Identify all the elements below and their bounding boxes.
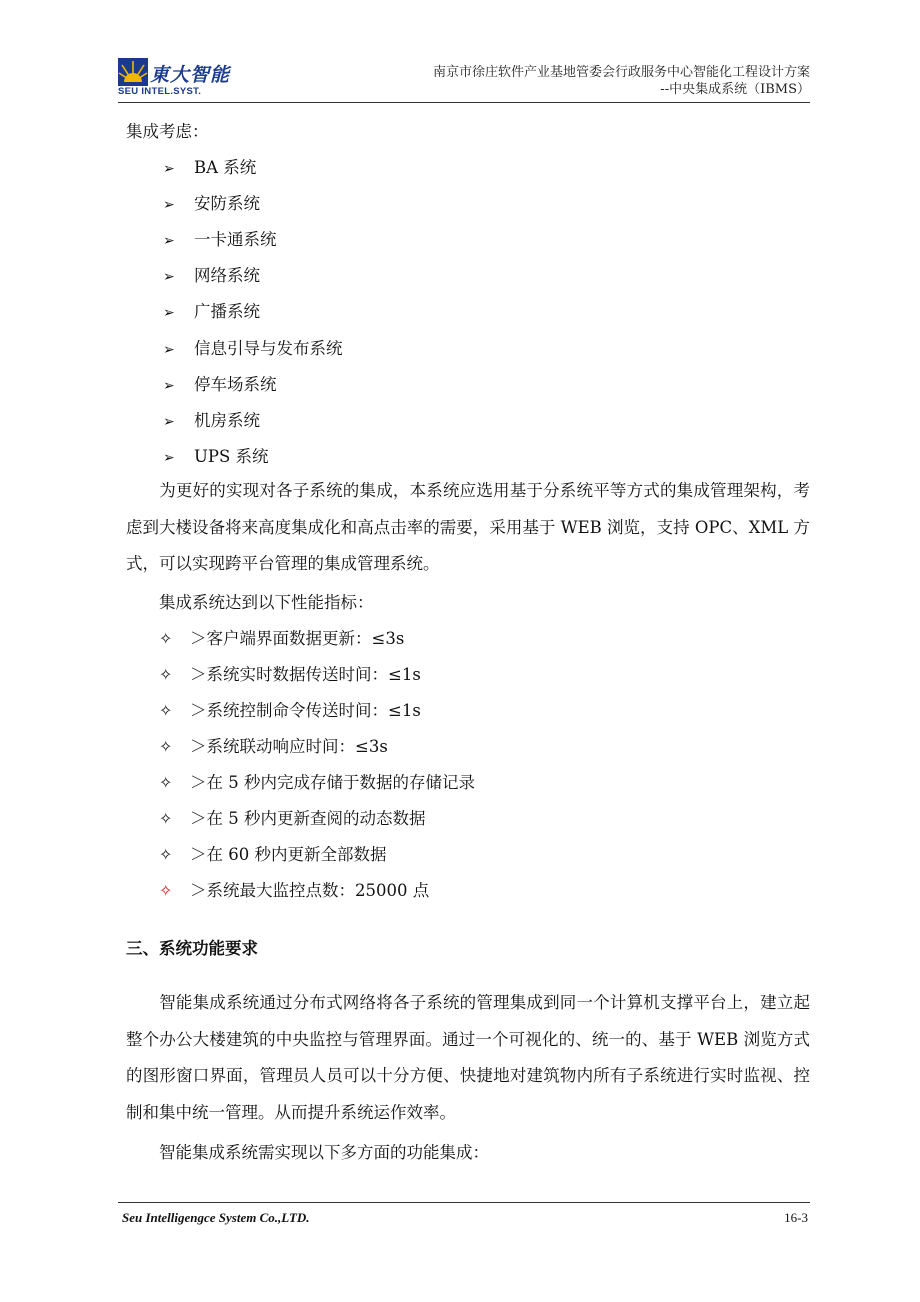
list-item: ➢ 网络系统: [163, 266, 260, 285]
list-item: ➢ 机房系统: [163, 411, 260, 430]
footer-company: Seu Intelligengce System Co.,LTD.: [122, 1210, 310, 1225]
section-heading: 三、系统功能要求: [126, 939, 258, 958]
header-title-line1: 南京市徐庄软件产业基地管委会行政服务中心智能化工程设计方案: [432, 65, 810, 80]
star-bullet-icon: ✧: [159, 737, 173, 756]
list-item: ✧ ＞系统最大监控点数：25000 点: [159, 881, 430, 900]
company-logo: [118, 58, 230, 98]
arrow-bullet-icon: ➢: [163, 233, 175, 249]
list-item: ➢ 安防系统: [163, 194, 260, 213]
list-item: ✧ ＞系统控制命令传送时间：≤1s: [159, 701, 421, 720]
sunrise-logo-icon: [118, 58, 148, 86]
list-item: ➢ 广播系统: [163, 302, 260, 321]
star-bullet-icon: ✧: [159, 809, 173, 828]
star-bullet-icon: ✧: [159, 701, 173, 720]
arrow-bullet-icon: ➢: [163, 414, 175, 430]
list-item: ✧ ＞在 60 秒内更新全部数据: [159, 845, 387, 864]
list-item: ✧ ＞系统联动响应时间：≤3s: [159, 737, 388, 756]
integration-intro: 集成考虑：: [126, 122, 209, 141]
paragraph-architecture: 为更好的实现对各子系统的集成，本系统应选用基于分系统平等方式的集成管理架构，考虑到大楼设备将来高度集成化和高点击率的需要，采用基于 WEB 浏览，支持 OPC、XML 方式，可以实现跨平台管理的集成管理系统。: [126, 481, 810, 573]
list-item: ➢ 信息引导与发布系统: [163, 339, 343, 358]
arrow-bullet-icon: ➢: [163, 378, 175, 394]
document-header-title: [433, 64, 810, 98]
performance-intro: 集成系统达到以下性能指标：: [159, 593, 374, 612]
star-bullet-icon: ✧: [159, 845, 173, 864]
list-item: ➢ BA 系统: [163, 158, 257, 177]
footer-divider: [118, 1202, 810, 1203]
list-item: ➢ 停车场系统: [163, 375, 277, 394]
logo-english-text: SEU INTEL.SYST.: [118, 86, 202, 97]
star-bullet-icon: ✧: [159, 665, 173, 684]
list-item: ➢ 一卡通系统: [163, 230, 277, 249]
header-divider: [118, 102, 810, 103]
page-number: 16-3: [784, 1210, 808, 1225]
paragraph-function-intro: 智能集成系统需实现以下多方面的功能集成：: [159, 1143, 489, 1162]
logo-chinese-text: 東大智能: [150, 64, 231, 86]
paragraph-function: 智能集成系统通过分布式网络将各子系统的管理集成到同一个计算机支撑平台上，建立起整个办公大楼建筑的中央监控与管理界面。通过一个可视化的、统一的、基于 WEB 浏览方式的图形窗口界面，管理员人员可以十分方便、快捷地对建筑物内所有子系统进行实时监视、控制和集中统一管理。从而提升系统运作效率。: [126, 993, 810, 1122]
list-item: ✧ ＞在 5 秒内更新查阅的动态数据: [159, 809, 426, 828]
star-bullet-icon: ✧: [159, 773, 173, 792]
star-bullet-icon: ✧: [159, 881, 173, 900]
star-bullet-icon: ✧: [159, 629, 173, 648]
list-item: ✧ ＞系统实时数据传送时间：≤1s: [159, 665, 421, 684]
list-item: ✧ ＞客户端界面数据更新：≤3s: [159, 629, 405, 648]
list-item: ➢ UPS 系统: [163, 447, 269, 466]
arrow-bullet-icon: ➢: [163, 450, 175, 466]
arrow-bullet-icon: ➢: [163, 305, 175, 321]
list-item: ✧ ＞在 5 秒内完成存储于数据的存储记录: [159, 773, 475, 792]
arrow-bullet-icon: ➢: [163, 197, 175, 213]
arrow-bullet-icon: ➢: [163, 161, 175, 177]
arrow-bullet-icon: ➢: [163, 269, 175, 285]
arrow-bullet-icon: ➢: [163, 342, 175, 358]
header-title-line2: --中央集成系统（IBMS）: [660, 82, 810, 97]
